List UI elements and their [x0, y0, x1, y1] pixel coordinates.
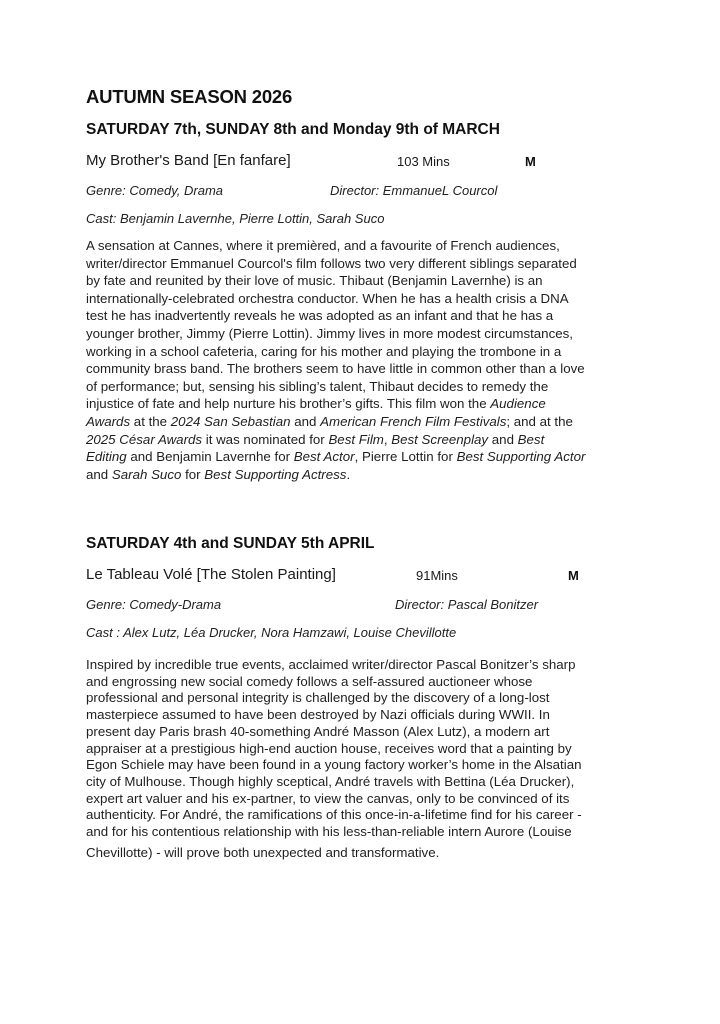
award-category: Editing [86, 449, 127, 465]
synopsis-text: it was nominated for [202, 431, 329, 447]
synopsis-line: by fate and reunited by their love of music. Thibaut (Benjamin Lavernhe) is an [86, 273, 543, 289]
synopsis-text: at the [130, 413, 171, 429]
actor-name: Sarah Suco [111, 466, 182, 482]
synopsis-line: internationally-celebrated orchestra conductor. When he has a health crisis a DNA [86, 290, 569, 306]
synopsis-line: of performance; but, sensing his sibling’s talent, Thibaut decides to remedy the [86, 378, 549, 394]
festival-name: 2024 San Sebastian [170, 413, 291, 429]
film-title: Le Tableau Volé [The Stolen Painting] [86, 566, 336, 583]
film-synopsis [86, 657, 646, 861]
award-name: Awards [86, 413, 131, 429]
synopsis-line: Inspired by incredible true events, acclaimed writer/director Pascal Bonitzer’s sharp [86, 657, 576, 672]
synopsis-line: professional and personal integrity is challenged by the discovery of a long-lost [86, 690, 550, 706]
synopsis-text: and [488, 431, 518, 447]
synopsis-line: writer/director Emmanuel Courcol's film follows two very different siblings separated [86, 255, 577, 271]
synopsis-line: masterpiece assumed to have been destroyed by Nazi officials during WWII. In [86, 707, 550, 723]
synopsis-line: A sensation at Cannes, where it premièred, and a favourite of French audiences, [86, 238, 560, 253]
synopsis-text: and [86, 466, 112, 482]
synopsis-line [86, 413, 646, 431]
award-category: Best Supporting Actress [204, 466, 347, 482]
synopsis-line: city of Mulhouse. Though highly sceptical, André travels with Bettina (Léa Drucker), [86, 773, 575, 789]
synopsis-line: community brass band. The brothers seem to have little in common other than a love [86, 361, 585, 377]
film-runtime: 91Mins [416, 568, 458, 583]
synopsis-line: younger brother, Jimmy (Pierre Lottin). Jimmy lives in more modest circumstances, [86, 325, 573, 341]
film-rating: M [568, 568, 579, 583]
screening-dates: SATURDAY 4th and SUNDAY 5th APRIL [86, 535, 375, 552]
synopsis-text: . [346, 466, 351, 482]
synopsis-line: and engrossing new social comedy follows a self-assured auctioneer whose [86, 673, 533, 689]
synopsis-text: for [181, 466, 205, 482]
synopsis-line: Egon Schiele may have been found in a young factory worker’s home in the Alsatian [86, 757, 582, 773]
award-category: Best Actor [293, 449, 355, 465]
synopsis-line [86, 431, 646, 449]
film-title: My Brother's Band [En fanfare] [86, 152, 291, 169]
film-genre: Genre: Comedy-Drama [86, 597, 222, 612]
synopsis-line: authenticity. For André, the ramifications of this once-in-a-lifetime find for his career - [86, 807, 582, 823]
film-cast: Cast: Benjamin Lavernhe, Pierre Lottin, Sarah Suco [86, 211, 385, 226]
film-director: Director: Pascal Bonitzer [395, 597, 539, 612]
synopsis-line [86, 448, 646, 466]
synopsis-text: , Pierre Lottin for [354, 449, 457, 465]
screening-dates: SATURDAY 7th, SUNDAY 8th and Monday 9th of MARCH [86, 121, 500, 138]
synopsis-line: appraiser at a prestigious high-end auction house, receives word that a painting by [86, 740, 572, 756]
synopsis-text: ; and at the [506, 413, 573, 429]
synopsis-line [86, 395, 646, 413]
season-title: AUTUMN SEASON 2026 [86, 86, 293, 107]
film-rating: M [525, 154, 536, 169]
synopsis-line: expert art valuer and his ex-partner, to view the canvas, only to be convinced of its [86, 790, 570, 806]
synopsis-text: and Benjamin Lavernhe for [126, 449, 294, 465]
synopsis-line: present day Paris brash 40-something André Masson (Alex Lutz), a modern art [86, 723, 550, 739]
award-name: 2025 César Awards [86, 431, 203, 447]
award-category: Best Supporting Actor [456, 449, 586, 465]
award-category: Best Film [328, 431, 384, 447]
synopsis-text: and [290, 413, 321, 429]
festival-name: American French Film Festivals [320, 413, 507, 429]
synopsis-line: working in a school cafeteria, caring for his mother and playing the trombone in a [86, 343, 562, 359]
synopsis-text: , [383, 431, 392, 447]
film-director: Director: EmmanueL Courcol [330, 183, 498, 198]
award-category: Best [517, 431, 545, 447]
award-name: Audience [490, 396, 546, 412]
award-category: Best Screenplay [391, 431, 489, 447]
synopsis-line: Chevillotte) - will prove both unexpected and transformative. [86, 844, 440, 860]
synopsis-line: test he has inadvertently reveals he was adopted as an infant and that he has a [86, 308, 554, 324]
synopsis-line [86, 466, 646, 484]
film-genre: Genre: Comedy, Drama [86, 183, 224, 198]
film-synopsis [86, 237, 646, 483]
film-cast: Cast : Alex Lutz, Léa Drucker, Nora Hamzawi, Louise Chevillotte [86, 625, 457, 640]
film-runtime: 103 Mins [397, 154, 450, 169]
synopsis-line: and for his contentious relationship with his less-than-reliable intern Aurore (Louise [86, 824, 572, 840]
synopsis-text: injustice of fate and help nurture his brother’s gifts. This film won the [86, 396, 491, 412]
